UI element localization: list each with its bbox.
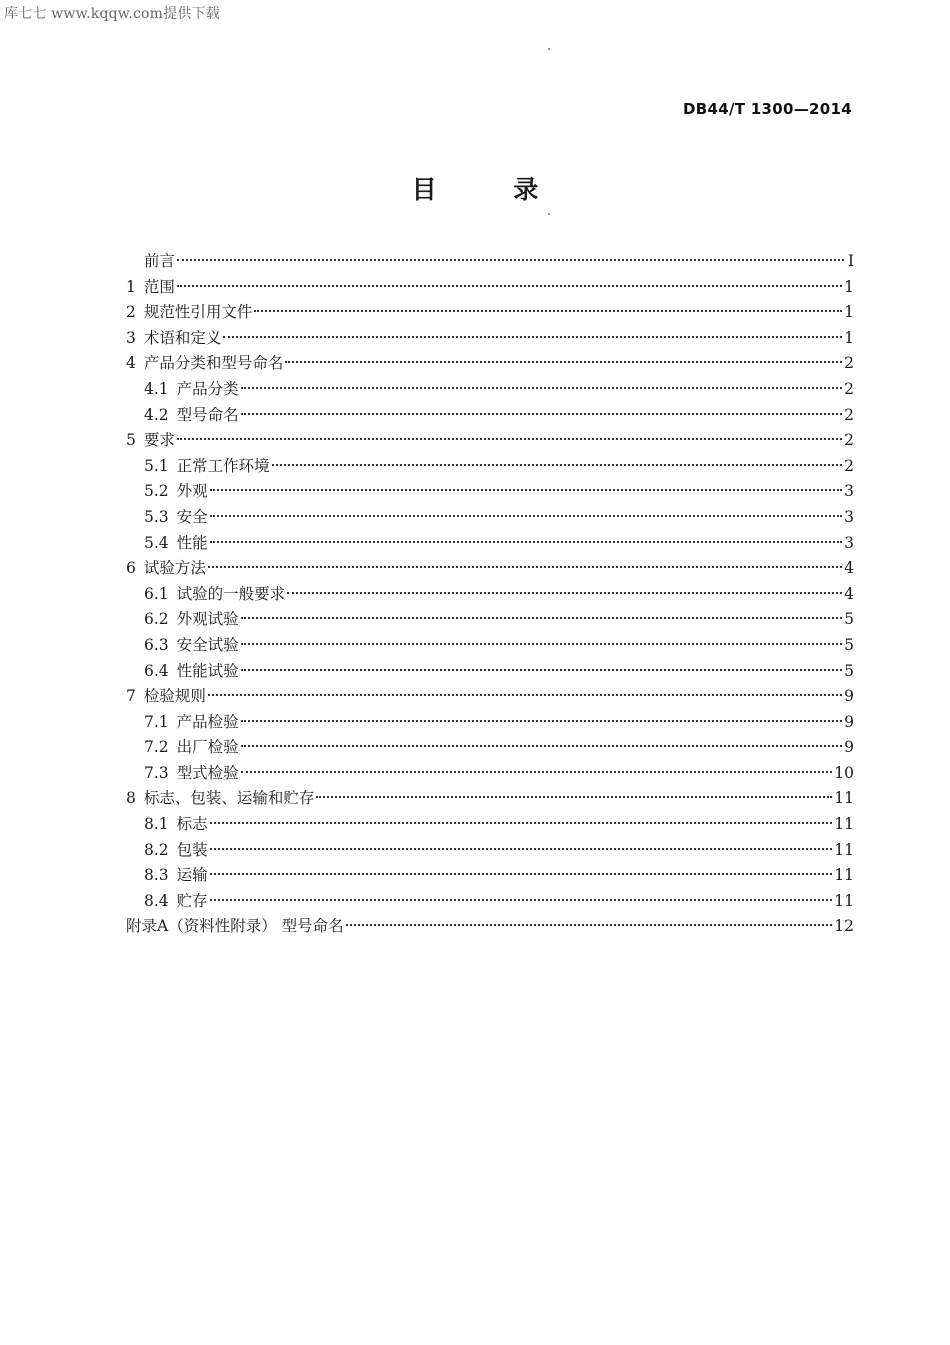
toc-entry-number: 5 (126, 431, 136, 450)
toc-dot-leader (177, 285, 842, 287)
toc-entry-label: 产品分类 (176, 379, 239, 398)
toc-entry[interactable] (126, 633, 854, 659)
toc-entry-number: 6 (126, 559, 136, 578)
toc-dot-leader (177, 438, 842, 440)
toc-dot-leader (210, 899, 833, 901)
toc-entry-page: 2 (844, 379, 854, 398)
page-title: 目 录 (411, 175, 573, 204)
toc-entry-label: 术语和定义 (143, 328, 222, 347)
toc-entry-page: 4 (844, 559, 854, 578)
toc-entry-label: 标志、包装、运输和贮存 (143, 789, 315, 808)
toc-dot-leader (223, 336, 842, 338)
toc-entry-label: 前言 (144, 252, 176, 270)
toc-dot-leader (254, 310, 842, 312)
toc-entry[interactable] (126, 761, 854, 787)
toc-entry-page: I (847, 252, 854, 270)
toc-dot-leader (210, 489, 842, 491)
toc-entry[interactable] (126, 735, 854, 761)
toc-entry-label: 运输 (176, 866, 208, 885)
toc-entry-label: 安全 (176, 507, 208, 526)
toc-entry-number: 8.1 (144, 815, 169, 834)
toc-dot-leader (316, 796, 832, 798)
toc-entry[interactable] (126, 684, 854, 710)
toc-entry[interactable] (126, 351, 854, 377)
toc-entry-label: 附录A（资料性附录） 型号命名 (126, 917, 344, 936)
toc-entry-label: 性能 (176, 533, 208, 552)
toc-entry-page: 5 (844, 610, 854, 629)
toc-entry-label: 出厂检验 (176, 738, 239, 757)
toc-entry-number: 3 (126, 328, 136, 347)
toc-entry-page: 10 (834, 763, 854, 782)
toc-entry-label: 规范性引用文件 (143, 303, 253, 322)
toc-entry-number: 8.2 (144, 840, 169, 859)
document-number: DB44/T 1300—2014 (683, 100, 852, 118)
toc-dot-leader (210, 822, 833, 824)
toc-entry-number: 6.1 (144, 584, 169, 603)
toc-entry[interactable] (126, 326, 854, 352)
toc-entry[interactable] (126, 659, 854, 685)
toc-entry-label: 产品检验 (176, 712, 239, 731)
toc-entry[interactable] (126, 505, 854, 531)
scan-speck (548, 48, 550, 50)
toc-entry-page: 9 (844, 687, 854, 706)
toc-entry-number: 5.1 (144, 456, 169, 475)
toc-entry[interactable] (126, 275, 854, 301)
toc-entry[interactable] (126, 428, 854, 454)
toc-entry-label: 型号命名 (176, 405, 239, 424)
toc-entry-number: 7 (126, 687, 136, 706)
toc-entry[interactable] (126, 249, 854, 275)
toc-entry-page: 11 (834, 840, 854, 859)
toc-entry-page: 2 (844, 456, 854, 475)
toc-entry-label: 型式检验 (176, 763, 239, 782)
toc-entry-label: 检验规则 (143, 687, 206, 706)
toc-entry[interactable] (126, 786, 854, 812)
toc-entry-page: 2 (844, 431, 854, 450)
toc-dot-leader (241, 720, 842, 722)
toc-entry-page: 3 (844, 533, 854, 552)
toc-dot-leader (241, 771, 833, 773)
toc-entry-page: 11 (834, 789, 854, 808)
toc-entry[interactable] (126, 710, 854, 736)
toc-entry[interactable] (126, 812, 854, 838)
toc-entry-number: 5.3 (144, 507, 169, 526)
toc-entry-page: 5 (844, 661, 854, 680)
toc-entry-page: 3 (844, 507, 854, 526)
toc-dot-leader (241, 669, 842, 671)
toc-dot-leader (285, 361, 842, 363)
toc-entry[interactable] (126, 863, 854, 889)
toc-dot-leader (241, 387, 842, 389)
toc-entry-number: 8.3 (144, 866, 169, 885)
toc-entry-page: 4 (844, 584, 854, 603)
toc-entry-number: 8 (126, 789, 136, 808)
toc-entry-label: 外观试验 (176, 610, 239, 629)
toc-entry-label: 外观 (176, 482, 208, 501)
toc-dot-leader (241, 617, 842, 619)
toc-entry-number: 4 (126, 354, 136, 373)
toc-dot-leader (210, 873, 833, 875)
watermark-text: 库七七 www.kqqw.com提供下载 (4, 6, 220, 22)
toc-entry[interactable] (126, 454, 854, 480)
toc-entry-page: 2 (844, 405, 854, 424)
toc-entry-number: 5.2 (144, 482, 169, 501)
toc-entry-number: 6.4 (144, 661, 169, 680)
toc-entry-label: 贮存 (176, 891, 208, 910)
toc-entry[interactable] (126, 531, 854, 557)
toc-dot-leader (346, 924, 833, 926)
toc-entry-label: 正常工作环境 (176, 456, 270, 475)
toc-entry-number: 1 (126, 277, 136, 296)
toc-entry-page: 11 (834, 891, 854, 910)
toc-entry-number: 7.3 (144, 763, 169, 782)
toc-entry-page: 9 (844, 712, 854, 731)
toc-dot-leader (287, 592, 842, 594)
toc-entry[interactable] (126, 403, 854, 429)
toc-entry-number: 4.1 (144, 379, 169, 398)
toc-entry[interactable] (126, 838, 854, 864)
toc-entry[interactable] (126, 556, 854, 582)
toc-entry-number: 5.4 (144, 533, 169, 552)
toc-entry-page: 3 (844, 482, 854, 501)
toc-entry-number: 2 (126, 303, 136, 322)
toc-entry-page: 1 (844, 328, 854, 347)
toc-entry-label: 产品分类和型号命名 (143, 354, 284, 373)
toc-entry-number: 7.1 (144, 712, 169, 731)
toc-dot-leader (210, 541, 842, 543)
toc-entry[interactable] (126, 889, 854, 915)
toc-entry-label: 要求 (143, 431, 175, 450)
toc-entry[interactable] (126, 479, 854, 505)
toc-dot-leader (210, 515, 842, 517)
toc-entry-number: 6.3 (144, 635, 169, 654)
toc-dot-leader (241, 643, 842, 645)
toc-entry-page: 11 (834, 866, 854, 885)
table-of-contents (126, 249, 854, 940)
toc-dot-leader (208, 566, 842, 568)
toc-entry-label: 范围 (143, 277, 175, 296)
toc-entry-label: 性能试验 (176, 661, 239, 680)
toc-dot-leader (241, 745, 842, 747)
toc-entry-label: 包装 (176, 840, 208, 859)
toc-entry-page: 1 (844, 277, 854, 296)
toc-dot-leader (210, 848, 833, 850)
toc-entry-label: 试验方法 (143, 559, 206, 578)
scan-speck (548, 213, 550, 215)
toc-entry-page: 12 (834, 917, 854, 936)
toc-entry[interactable] (126, 914, 854, 940)
toc-entry[interactable] (126, 582, 854, 608)
toc-entry-number: 8.4 (144, 891, 169, 910)
toc-entry-label: 试验的一般要求 (176, 584, 286, 603)
toc-entry-number: 7.2 (144, 738, 169, 757)
toc-entry-page: 9 (844, 738, 854, 757)
toc-entry-page: 1 (844, 303, 854, 322)
toc-entry[interactable] (126, 300, 854, 326)
toc-entry-number: 4.2 (144, 405, 169, 424)
toc-dot-leader (208, 694, 842, 696)
toc-dot-leader (272, 464, 842, 466)
toc-dot-leader (241, 413, 842, 415)
toc-entry-page: 11 (834, 815, 854, 834)
toc-entry[interactable] (126, 377, 854, 403)
toc-dot-leader (177, 259, 844, 261)
toc-entry-number: 6.2 (144, 610, 169, 629)
toc-entry-label: 安全试验 (176, 635, 239, 654)
toc-entry-page: 2 (844, 354, 854, 373)
toc-entry-label: 标志 (176, 815, 208, 834)
toc-entry-page: 5 (844, 635, 854, 654)
toc-entry[interactable] (126, 607, 854, 633)
